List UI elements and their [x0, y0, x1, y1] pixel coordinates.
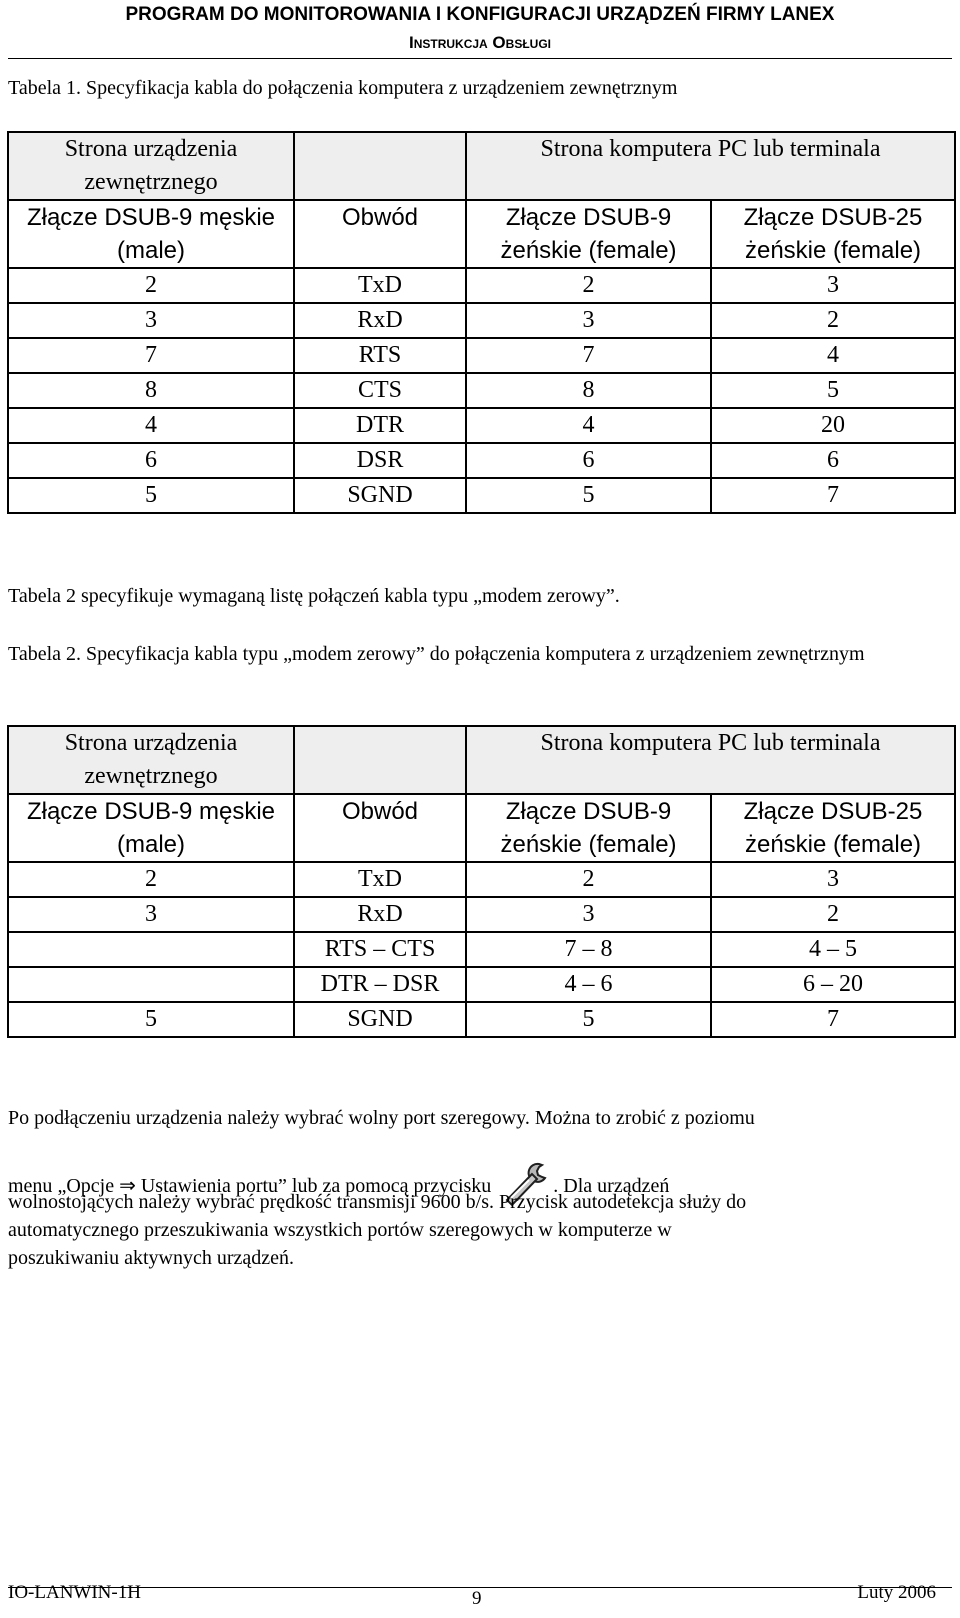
table-cell	[8, 932, 294, 967]
table-cell: 4	[466, 408, 711, 443]
table-row	[8, 268, 955, 303]
table2-col-header: Złącze DSUB-25 żeńskie (female)	[711, 794, 955, 862]
table2-group-left: Strona urządzenia zewnętrznego	[8, 726, 294, 794]
table-cell: 6	[711, 443, 955, 478]
table-cell: 4	[8, 408, 294, 443]
text-after-icon: . Dla urządzeń	[553, 1175, 670, 1197]
table-row	[8, 408, 955, 443]
paragraph-intro: Tabela 2 specyfikuje wymaganą listę połączeń kabla typu „modem zerowy”.	[8, 585, 620, 607]
table-cell: 4 – 5	[711, 932, 955, 967]
table-cell: 5	[466, 1002, 711, 1037]
table-cell: RxD	[294, 303, 466, 338]
table-row	[8, 967, 955, 1002]
text-menu-prefix: menu	[8, 1175, 58, 1197]
footer-doc-id: IO-LANWIN-1H	[8, 1582, 141, 1603]
arrow-right-icon: ⇒	[119, 1175, 136, 1197]
table-cell: 20	[711, 408, 955, 443]
table-cell: 8	[8, 373, 294, 408]
table1-col-header: Złącze DSUB-25 żeńskie (female)	[711, 200, 955, 268]
table2-group-right: Strona komputera PC lub terminala	[466, 726, 955, 794]
table1-col-header: Złącze DSUB-9 męskie (male)	[8, 200, 294, 268]
paragraph-port-line1: Po podłączeniu urządzenia należy wybrać wolny port szeregowy. Można to zrobić z poziomu	[8, 1107, 755, 1129]
table2-group-empty	[294, 726, 466, 794]
footer-date: Luty 2006	[857, 1582, 936, 1603]
table-cell: RTS – CTS	[294, 932, 466, 967]
table1-col-header: Obwód	[294, 200, 466, 268]
table2-col-header: Obwód	[294, 794, 466, 862]
table-cell: 4 – 6	[466, 967, 711, 1002]
table2-caption: Tabela 2. Specyfikacja kabla typu „modem zerowy” do połączenia komputera z urządzeniem zewnętrznym	[8, 643, 865, 665]
table-cell: DSR	[294, 443, 466, 478]
table1-group-left: Strona urządzenia zewnętrznego	[8, 132, 294, 200]
table-cell: 7 – 8	[466, 932, 711, 967]
table-cell: 7	[711, 1002, 955, 1037]
paragraph-port-line5: poszukiwaniu aktywnych urządzeń.	[8, 1247, 295, 1269]
table1-group-right: Strona komputera PC lub terminala	[466, 132, 955, 200]
table-cell: 7	[466, 338, 711, 373]
table-cell: 8	[466, 373, 711, 408]
table-cell: TxD	[294, 862, 466, 897]
table-row	[8, 373, 955, 408]
table1-col-header: Złącze DSUB-9 żeńskie (female)	[466, 200, 711, 268]
table-cell: 6	[466, 443, 711, 478]
table-cell: 2	[8, 268, 294, 303]
table-cell: 6 – 20	[711, 967, 955, 1002]
table-row	[8, 897, 955, 932]
menu-path-opcje: „Opcje	[57, 1175, 115, 1197]
table-cell: 3	[711, 268, 955, 303]
table-cell: DTR	[294, 408, 466, 443]
table1	[7, 131, 956, 514]
table-cell	[8, 967, 294, 1002]
table-cell: 2	[8, 862, 294, 897]
table-cell: SGND	[294, 1002, 466, 1037]
table-row	[8, 932, 955, 967]
table-cell: 4	[711, 338, 955, 373]
text-menu-suffix: lub za pomocą przycisku	[286, 1175, 492, 1197]
table-cell: 7	[8, 338, 294, 373]
table-cell: 5	[466, 478, 711, 513]
table-cell: 5	[711, 373, 955, 408]
paragraph-port-line3: wolnostojących należy wybrać prędkość transmisji 9600 b/s. Przycisk autodetekcja służy do	[8, 1191, 747, 1213]
header-rule	[8, 58, 952, 59]
table-cell: CTS	[294, 373, 466, 408]
table-cell: 3	[8, 303, 294, 338]
table-row	[8, 443, 955, 478]
table-cell: RxD	[294, 897, 466, 932]
table-cell: 5	[8, 478, 294, 513]
menu-path-ustawienia: Ustawienia portu”	[140, 1175, 287, 1197]
table-cell: 2	[466, 268, 711, 303]
table-cell: SGND	[294, 478, 466, 513]
table-cell: 6	[8, 443, 294, 478]
table-cell: 3	[711, 862, 955, 897]
table-cell: RTS	[294, 338, 466, 373]
table-row	[8, 478, 955, 513]
table1-caption: Tabela 1. Specyfikacja kabla do połączenia komputera z urządzeniem zewnętrznym	[8, 77, 678, 99]
table-cell: 5	[8, 1002, 294, 1037]
paragraph-port-line4: automatycznego przeszukiwania wszystkich portów szeregowych w komputerze w	[8, 1219, 672, 1241]
table1-group-empty	[294, 132, 466, 200]
table-cell: 7	[711, 478, 955, 513]
table-cell: 2	[711, 897, 955, 932]
table-cell: 2	[711, 303, 955, 338]
table-cell: TxD	[294, 268, 466, 303]
header-title: PROGRAM DO MONITOROWANIA I KONFIGURACJI URZĄDZEŃ FIRMY LANEX	[125, 4, 835, 25]
table-row	[8, 338, 955, 373]
table-cell: 3	[8, 897, 294, 932]
table-row	[8, 303, 955, 338]
footer-page-number: 9	[472, 1588, 482, 1609]
table2-col-header: Złącze DSUB-9 żeńskie (female)	[466, 794, 711, 862]
header-subtitle: Instrukcja Obsługi	[408, 33, 551, 52]
table-row	[8, 1002, 955, 1037]
table-row	[8, 862, 955, 897]
table2	[7, 725, 956, 1038]
table-cell: 3	[466, 303, 711, 338]
table-cell: DTR – DSR	[294, 967, 466, 1002]
table-cell: 3	[466, 897, 711, 932]
table2-col-header: Złącze DSUB-9 męskie (male)	[8, 794, 294, 862]
table-cell: 2	[466, 862, 711, 897]
